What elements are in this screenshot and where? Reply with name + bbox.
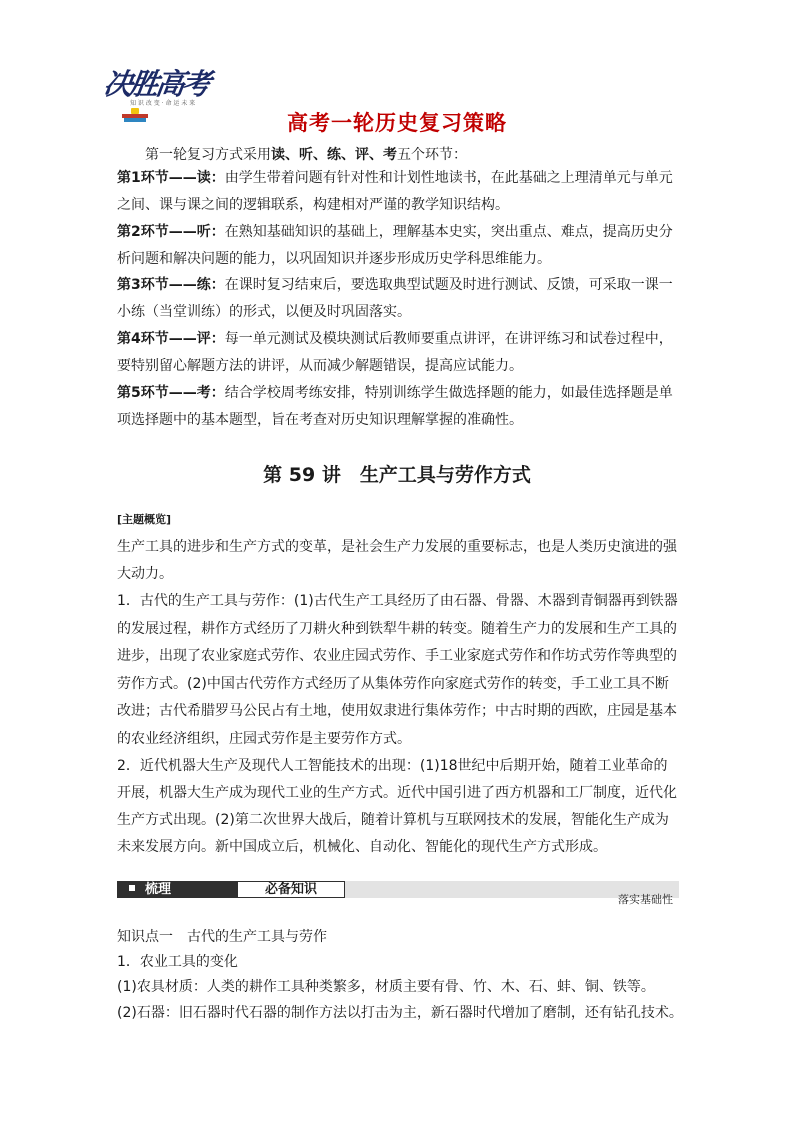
step-label: 第2环节——听： bbox=[117, 224, 225, 240]
section-banner bbox=[117, 881, 679, 907]
step-5 bbox=[117, 380, 679, 434]
step-3 bbox=[117, 272, 679, 326]
overview-tag: [主题概览] bbox=[117, 513, 172, 526]
logo-subtitle: 知 识 改 变 · 命 运 未 来 bbox=[130, 100, 196, 107]
knowledge-subheading: 1．农业工具的变化 bbox=[117, 954, 238, 970]
step-2 bbox=[117, 219, 679, 273]
page-title: 高考一轮历史复习策略 bbox=[287, 111, 507, 135]
intro-post: 五个环节： bbox=[397, 147, 467, 163]
logo-text: 决胜高考 bbox=[101, 67, 211, 101]
knowledge-item: (1)农具材质：人类的耕作工具种类繁多，材质主要有骨、竹、木、石、蚌、铜、铁等。 bbox=[117, 979, 655, 995]
intro-pre: 第一轮复习方式采用 bbox=[145, 147, 271, 163]
square-bullet-icon bbox=[129, 885, 135, 891]
intro-emphasis: 读、听、练、评、考 bbox=[271, 147, 397, 163]
step-label: 第3环节——练： bbox=[117, 277, 225, 293]
step-text: 在课时复习结束后，要选取典型试题及时进行测试、反馈，可采取一课一小练（当堂训练）的形式，以便及时巩固落实。 bbox=[117, 277, 673, 320]
step-label: 第1环节——读： bbox=[117, 170, 225, 186]
overview-point-1: 1．古代的生产工具与劳作：(1)古代生产工具经历了由石器、骨器、木器到青铜器再到铁器的发展过程，耕作方式经历了刀耕火种到铁犁牛耕的转变。随着生产力的发展和生产工具的进步，出现了农业家庭式劳作、农业庄园式劳作、手工业家庭式劳作和作坊式劳作等典型的劳作方式。(2)中国古代劳作方式经历了从集体劳作向家庭式劳作的转变，手工业工具不断改进；古代希腊罗马公民占有土地，使用奴隶进行集体劳作；中古时期的西欧，庄园是基本的农业经济组织，庄园式劳作是主要劳作方式。 bbox=[117, 593, 678, 747]
step-4 bbox=[117, 326, 679, 380]
banner-dark-label bbox=[117, 881, 237, 898]
step-label: 第5环节——考： bbox=[117, 385, 225, 401]
banner-right-label: 落实基础性 bbox=[618, 893, 673, 906]
overview-lead: 生产工具的进步和生产方式的变革，是社会生产力发展的重要标志，也是人类历史演进的强大动力。 bbox=[117, 539, 677, 582]
overview-point-2: 2．近代机器大生产及现代人工智能技术的出现：(1)18世纪中后期开始，随着工业革命的开展，机器大生产成为现代工业的生产方式。近代中国引进了西方机器和工厂制度，近代化生产方式出现。(2)第二次世界大战后，随着计算机与互联网技术的发展，智能化生产成为未来发展方向。新中国成立后，机械化、自动化、智能化的现代生产方式形成。 bbox=[117, 758, 677, 855]
banner-light-label: 必备知识 bbox=[237, 881, 345, 898]
step-1 bbox=[117, 165, 679, 219]
step-text: 每一单元测试及模块测试后教师要重点讲评，在讲评练习和试卷过程中，要特别留心解题方法的讲评，从而减少解题错误，提高应试能力。 bbox=[117, 331, 673, 374]
banner-dark-text: 梳理 bbox=[145, 882, 172, 897]
knowledge-point-heading: 知识点一 古代的生产工具与劳作 bbox=[117, 929, 327, 945]
step-text: 由学生带着问题有针对性和计划性地读书，在此基础之上理清单元与单元之间、课与课之间的逻辑联系，构建相对严谨的教学知识结构。 bbox=[117, 170, 673, 213]
step-text: 结合学校周考练安排，特别训练学生做选择题的能力，如最佳选择题是单项选择题中的基本题型，旨在考查对历史知识理解掌握的准确性。 bbox=[117, 385, 673, 428]
knowledge-item: (2)石器：旧石器时代石器的制作方法以打击为主，新石器时代增加了磨制，还有钻孔技术。 bbox=[117, 1005, 683, 1021]
step-text: 在熟知基础知识的基础上，理解基本史实，突出重点、难点，提高历史分析问题和解决问题的能力，以巩固知识并逐步形成历史学科思维能力。 bbox=[117, 224, 673, 267]
step-label: 第4环节——评： bbox=[117, 331, 225, 347]
lecture-title: 第 59 讲 生产工具与劳作方式 bbox=[263, 464, 531, 486]
